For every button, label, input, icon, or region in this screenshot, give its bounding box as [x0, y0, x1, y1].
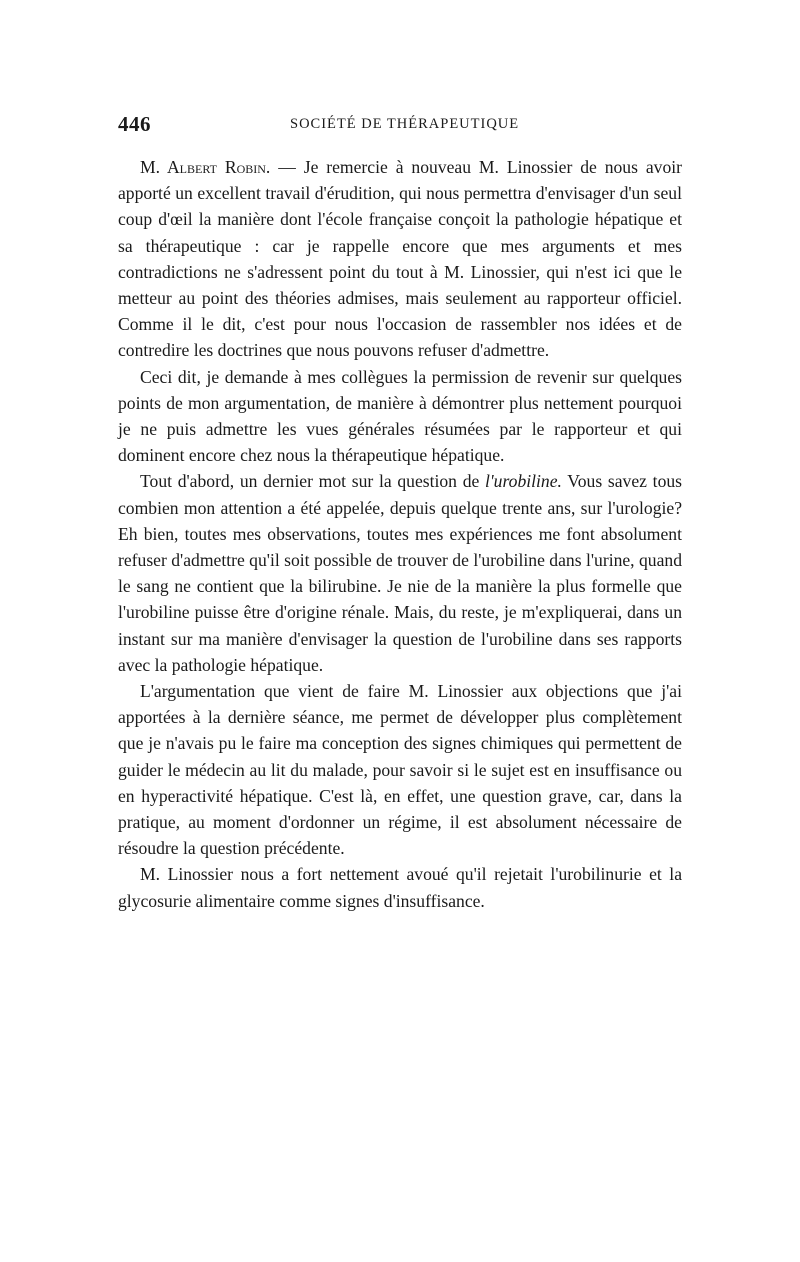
- paragraph-3-text-after: Vous savez tous combien mon attention a été appelée, depuis quelque trente ans, sur l'urologie? Eh bien, toutes mes observations, toutes mes expériences me font absolument refuser d'admettre qu'il soit possible de trouver de l'urobiline dans l'urine, quand le sang ne contient que la bilirubine. Je nie de la manière la plus formelle que l'urobiline puisse être d'origine rénale. Mais, du reste, je m'expliquerai, dans un instant sur ma manière d'envisager la question de l'urobiline dans ses rapports avec la pathologie hépatique.: [118, 471, 683, 675]
- paragraph-3-text-before: Tout d'abord, un dernier mot sur la question de: [140, 471, 486, 492]
- running-head: SOCIÉTÉ DE THÉRAPEUTIQUE: [290, 116, 520, 132]
- body-text: [118, 154, 682, 914]
- page-header: [118, 112, 682, 142]
- paragraph-1: [118, 154, 682, 364]
- paragraph-2: Ceci dit, je demande à mes collègues la permission de revenir sur quelques points de mon argumentation, de manière à démontrer plus nettement pourquoi je ne puis admettre les vues générales résumées par le rapporteur et qui dominent encore chez nous la thérapeutique hépatique.: [118, 366, 682, 466]
- paragraph-3: [118, 468, 682, 678]
- book-page: [118, 112, 682, 914]
- paragraph-1-text: — Je remercie à nouveau M. Linossier de nous avoir apporté un excellent travail d'érudition, qui nous permettra d'envisager d'un seul coup d'œil la manière dont l'école française conçoit la pathologie hépatique et sa thérapeutique : car je rappelle encore que mes arguments et mes contradictions ne s'adressent point du tout à M. Linossier, qui n'est ici que le metteur au point des théories admises, mais seulement au rapporteur officiel. Comme il le dit, c'est pour nous l'occasion de rassembler nos idées et de contredire les doctrines que nous pouvons refuser d'admettre.: [118, 157, 683, 361]
- paragraph-3-italic-term: l'urobiline.: [485, 471, 562, 492]
- paragraph-5: M. Linossier nous a fort nettement avoué qu'il rejetait l'urobilinurie et la glycosurie alimentaire comme signes d'insuffisance.: [118, 864, 682, 911]
- speaker-name: M. Albert Robin.: [140, 157, 271, 177]
- page-number: 446: [118, 112, 151, 136]
- paragraph-4: L'argumentation que vient de faire M. Linossier aux objections que j'ai apportées à la dernière séance, me permet de développer plus complètement que je n'avais pu le faire ma conception des signes chimiques qui permettent de guider le médecin au lit du malade, pour savoir si le sujet est en insuffisance ou en hyperactivité hépatique. C'est là, en effet, une question grave, car, dans la pratique, au moment d'ordonner un régime, il est absolument nécessaire de résoudre la question précédente.: [118, 681, 682, 859]
